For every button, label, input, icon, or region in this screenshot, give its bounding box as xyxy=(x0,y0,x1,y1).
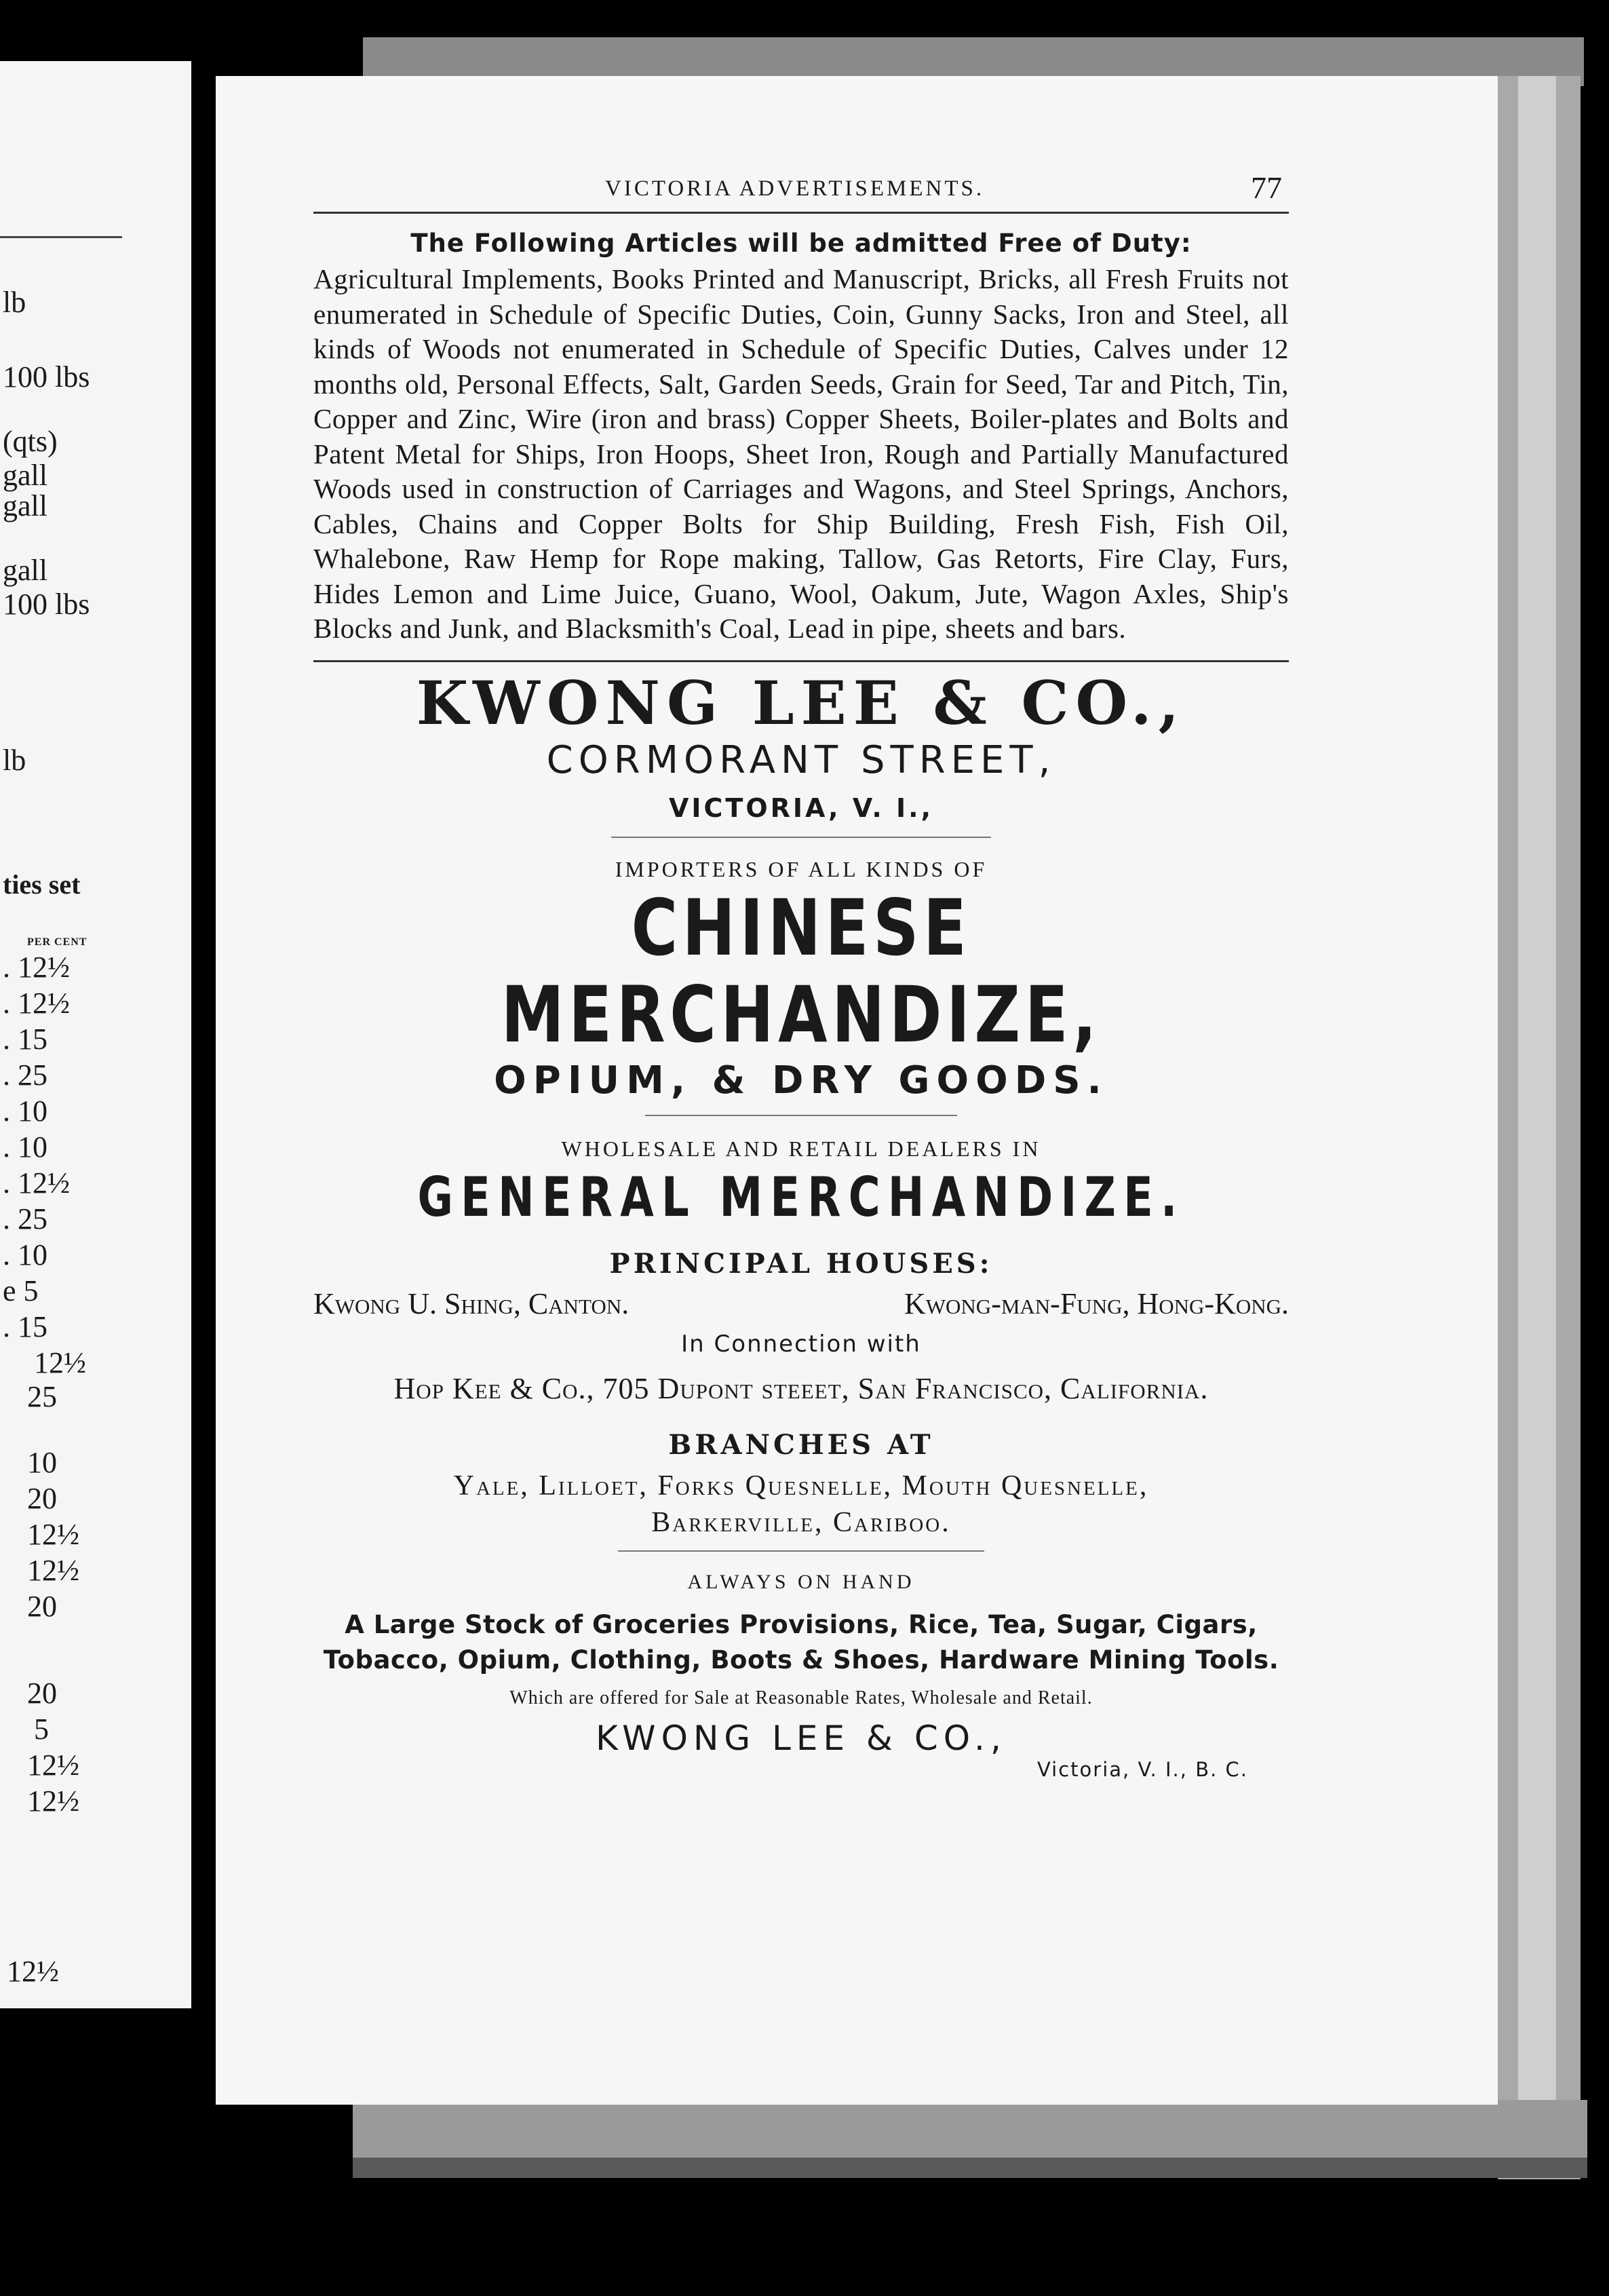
left-fragment: 10 xyxy=(27,1446,57,1479)
left-fragment: 12½ xyxy=(27,1518,79,1551)
branches-line-1: Yale, Lilloet, Forks Quesnelle, Mouth Quesnelle, xyxy=(453,1470,1149,1501)
left-fragment: . 25 xyxy=(3,1058,47,1092)
left-fragment: . 12½ xyxy=(3,1166,70,1200)
divider xyxy=(618,1550,984,1552)
left-fragment: . 12½ xyxy=(3,987,70,1020)
firm-street: CORMORANT STREET, xyxy=(546,738,1056,782)
left-fragment: . 10 xyxy=(3,1238,47,1271)
left-fragment: 12½ xyxy=(27,1554,79,1587)
left-fragment: gall xyxy=(3,459,47,492)
left-fragment: . 15 xyxy=(3,1022,47,1056)
left-page-rule xyxy=(0,236,122,238)
header-rule xyxy=(313,212,1289,214)
signature: KWONG LEE & CO., xyxy=(596,1718,1007,1758)
san-francisco-partner: Hop Kee & Co., 705 Dupont steeet, San Francisco, California. xyxy=(393,1371,1209,1405)
divider xyxy=(611,837,991,838)
left-fragment: e 5 xyxy=(3,1274,39,1307)
left-fragment: (qts) xyxy=(3,425,58,458)
left-fragment: 12½ xyxy=(27,1748,79,1782)
page-header xyxy=(313,157,1289,212)
left-page-fragment xyxy=(0,61,191,2008)
branches-line-2: Barkerville, Cariboo. xyxy=(651,1506,951,1538)
signature-location: Victoria, V. I., B. C. xyxy=(1036,1757,1248,1781)
page-content xyxy=(313,157,1289,1781)
principal-houses xyxy=(313,1286,1289,1321)
firm-city: VICTORIA, V. I., xyxy=(668,792,934,823)
opium-dry-goods-heading: OPIUM, & DRY GOODS. xyxy=(494,1058,1108,1103)
offered-note: Which are offered for Sale at Reasonable Rates, Wholesale and Retail. xyxy=(509,1687,1093,1708)
left-fragment: 5 xyxy=(34,1713,49,1746)
running-head: VICTORIA ADVERTISEMENTS. xyxy=(605,176,985,201)
left-fragment: 12½ xyxy=(27,1784,79,1818)
left-fragment: 100 lbs xyxy=(3,360,90,394)
left-fragment: 100 lbs xyxy=(3,588,90,621)
left-fragment: . 10 xyxy=(3,1130,47,1164)
left-fragment: gall xyxy=(3,489,47,522)
left-fragment: 12½ xyxy=(7,1955,59,1988)
chinese-merchandize-heading: CHINESE MERCHANDIZE, xyxy=(501,882,1102,1060)
duty-free-heading: The Following Articles will be admitted Free of Duty: xyxy=(410,229,1192,258)
divider xyxy=(645,1115,957,1116)
always-on-hand: ALWAYS ON HAND xyxy=(687,1570,915,1593)
left-fragment: 20 xyxy=(27,1677,57,1710)
house-hong-kong: Kwong-man-Fung, Hong-Kong. xyxy=(904,1286,1289,1320)
left-fragment: . 25 xyxy=(3,1202,47,1236)
left-fragment: lb xyxy=(3,744,26,777)
left-fragment: . 12½ xyxy=(3,951,70,984)
left-fragment: 20 xyxy=(27,1590,57,1623)
importers-line: IMPORTERS OF ALL KINDS OF xyxy=(615,856,988,881)
house-canton: Kwong U. Shing, Canton. xyxy=(313,1286,629,1320)
connection-line: In Connection with xyxy=(681,1330,921,1358)
left-fragment: PER CENT xyxy=(27,936,88,948)
bottom-shadow xyxy=(353,2158,1587,2178)
dealers-line: WHOLESALE AND RETAIL DEALERS IN xyxy=(561,1136,1041,1161)
section-rule xyxy=(313,660,1289,662)
general-merchandize-heading: GENERAL MERCHANDIZE. xyxy=(417,1165,1185,1229)
left-fragment: lb xyxy=(3,286,26,319)
branches-heading: BRANCHES AT xyxy=(668,1428,934,1461)
left-fragment: 20 xyxy=(27,1482,57,1515)
left-fragment: gall xyxy=(3,554,47,587)
left-fragment: 25 xyxy=(27,1380,57,1413)
duty-free-list: Agricultural Implements, Books Printed and Manuscript, Bricks, all Fresh Fruits not enumerated in Schedule of Specific Duties, Coin, Gunny Sacks, Iron and Steel, all kinds of Woods not enumerated in Schedule of Specific Duties, Calves under 12 months old, Personal Effects, Salt, Garden Seeds, Grain for Seed, Tar and Pitch, Tin, Copper and Zinc, Wire (iron and brass) Copper Sheets, Boiler-plates and Bolts and Patent Metal for Ships, Iron Hoops, Sheet Iron, Rough and Partially Manufactured Woods used in construction of Carriages and Wagons, and Steel Springs, Anchors, Cables, Chains and Copper Bolts for Ship Building, Fresh Fish, Fish Oil, Whalebone, Raw Hemp for Rope making, Tallow, Gas Retorts, Fire Clay, Furs, Hides Lemon and Lime Juice, Guano, Wool, Oakum, Jute, Wagon Axles, Ship's Blocks and Junk, and Blacksmith's Coal, Lead in pipe, sheets and bars. xyxy=(313,263,1289,644)
page-number: 77 xyxy=(1251,170,1282,205)
firm-name: KWONG LEE & CO., xyxy=(416,667,1186,738)
left-fragment: . 10 xyxy=(3,1094,47,1128)
principal-houses-heading: PRINCIPAL HOUSES: xyxy=(609,1247,993,1280)
stock-list: A Large Stock of Groceries Provisions, Rice, Tea, Sugar, Cigars, Tobacco, Opium, Clothing, Boots & Shoes, Hardware Mining Tools. xyxy=(323,1609,1279,1675)
left-fragment: 12½ xyxy=(34,1346,86,1379)
left-fragment: ties set xyxy=(3,869,81,900)
page-edge-inner xyxy=(1518,76,1556,2166)
left-fragment: . 15 xyxy=(3,1310,47,1343)
